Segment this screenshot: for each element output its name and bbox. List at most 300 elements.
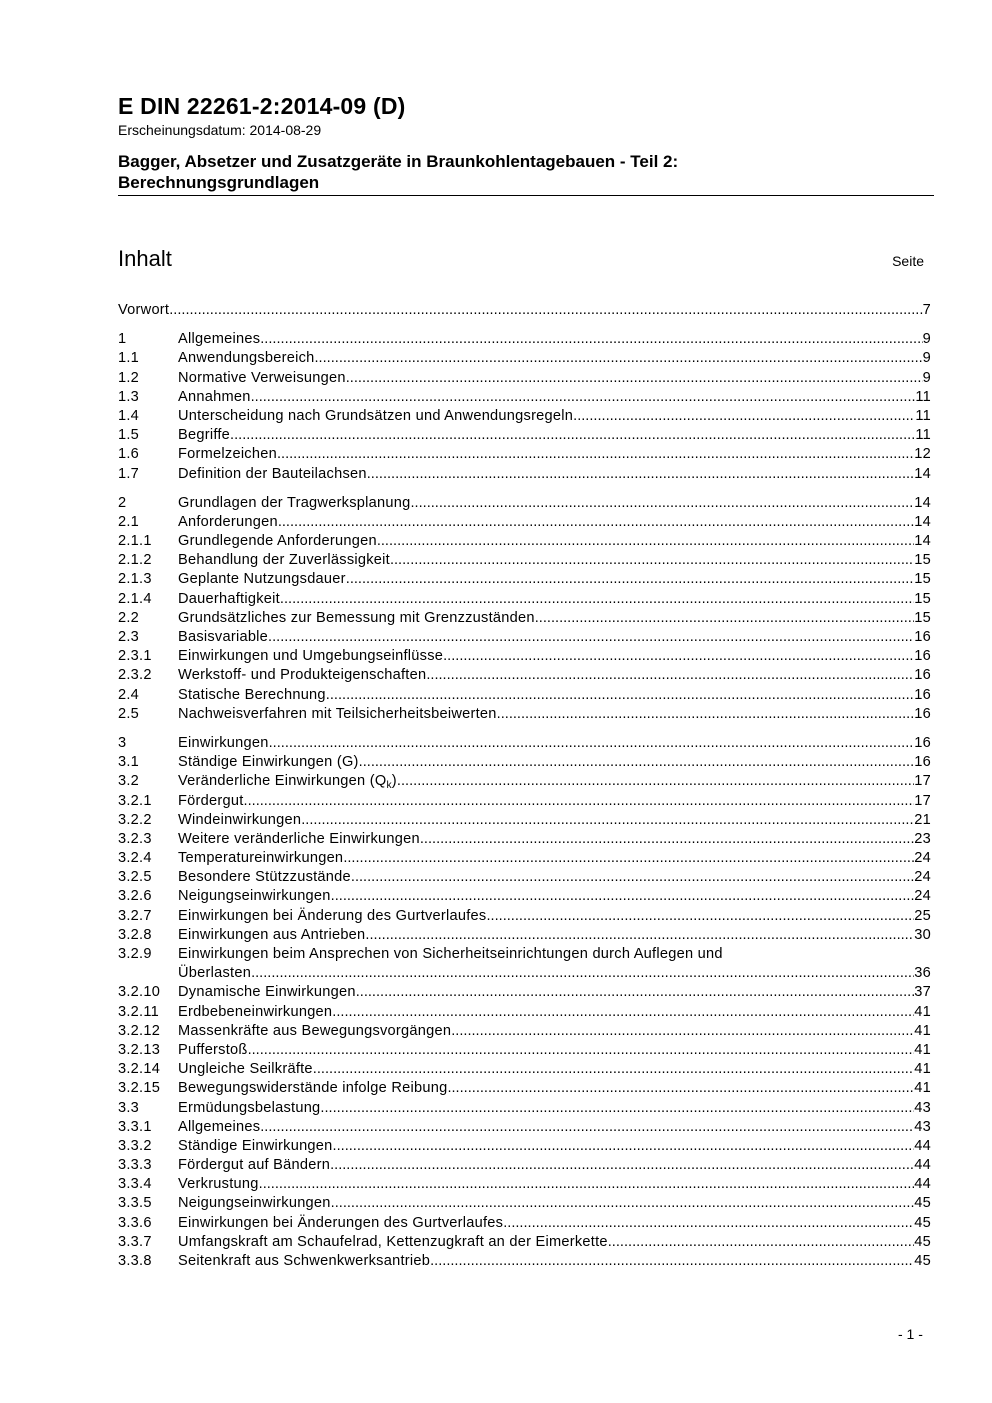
toc-entry-label — [178, 666, 426, 685]
toc-entry-label — [178, 1022, 451, 1041]
toc-entry-label — [178, 494, 410, 513]
toc-leader-dots — [410, 494, 914, 513]
toc-entry[interactable] — [118, 1214, 931, 1233]
toc-entry[interactable] — [118, 388, 931, 407]
toc-entry-label — [178, 945, 723, 964]
toc-entry[interactable] — [118, 426, 931, 445]
toc-entry[interactable] — [118, 811, 931, 830]
toc-heading — [118, 244, 924, 274]
toc-entry-page: 37 — [914, 984, 931, 1001]
toc-entry[interactable] — [118, 513, 931, 532]
toc-entry-number: 2.1 — [118, 513, 140, 530]
toc-entry-label-text: Anwendungsbereich — [178, 350, 315, 367]
toc-entry-number: 2.1.4 — [118, 590, 152, 607]
toc-entry-page: 45 — [914, 1214, 931, 1231]
toc-leader-dots — [248, 1041, 915, 1060]
toc-entry-label-text: Einwirkungen bei Änderungen des Gurtverlaufes — [178, 1214, 504, 1231]
toc-entry-number: 2.1.2 — [118, 552, 152, 569]
toc-entry[interactable] — [118, 983, 931, 1002]
toc-entry-label — [178, 1233, 608, 1252]
toc-entry-page: 45 — [914, 1195, 931, 1212]
toc-leader-dots — [535, 609, 915, 628]
toc-entry-number: 2 — [118, 494, 127, 511]
toc-entry-label — [178, 830, 420, 849]
toc-entry[interactable] — [118, 907, 931, 926]
toc-entry-page: 14 — [914, 494, 931, 511]
toc-entry-number: 2.3 — [118, 629, 140, 645]
toc-entry-label — [178, 330, 260, 349]
toc-entry-label-end: ) — [391, 773, 397, 790]
table-of-contents — [118, 301, 931, 1281]
toc-entry-label-text: Fördergut — [178, 792, 244, 809]
toc-entry-page: 15 — [914, 590, 931, 607]
toc-entry[interactable] — [118, 666, 931, 685]
toc-entry-label-text: Werkstoff- und Produkteigenschaften — [178, 667, 427, 684]
toc-page-column-label: Seite — [892, 253, 924, 269]
toc-entry-page: 14 — [914, 513, 931, 530]
toc-entry-label-text: Einwirkungen aus Antrieben — [178, 926, 366, 943]
toc-entry-number: 3.3.4 — [118, 1176, 152, 1193]
toc-leader-dots — [333, 1137, 915, 1156]
toc-leader-dots — [260, 330, 922, 349]
toc-entry-page: 16 — [914, 705, 931, 722]
toc-entry-label-text: Dauerhaftigkeit — [178, 590, 280, 607]
toc-leader-dots — [367, 465, 915, 484]
toc-entry-label — [178, 369, 346, 388]
toc-entry-number: 3.2.14 — [118, 1061, 161, 1078]
toc-entry-label-text: Verkrustung — [178, 1176, 259, 1193]
toc-leader-dots — [573, 407, 915, 426]
toc-entry[interactable] — [118, 868, 931, 887]
toc-entry-label-text: Seitenkraft aus Schwenkwerksantrieb — [178, 1253, 431, 1269]
toc-entry-label-text: Windeinwirkungen — [178, 811, 302, 828]
toc-entry-page: 16 — [914, 629, 931, 645]
toc-entry[interactable] — [118, 465, 931, 484]
toc-entry-label-text: Geplante Nutzungsdauer — [178, 571, 346, 588]
toc-entry-label-text: Formelzeichen — [178, 446, 277, 463]
toc-leader-dots — [608, 1233, 915, 1252]
toc-entry-label — [178, 513, 278, 532]
toc-leader-dots — [230, 426, 915, 445]
toc-entry-page: 25 — [914, 907, 931, 924]
toc-leader-dots — [244, 792, 915, 811]
toc-entry-page: 44 — [914, 1137, 931, 1154]
toc-entry-number: 2.2 — [118, 609, 140, 626]
toc-entry-number: 1.5 — [118, 427, 140, 444]
toc-entry-label — [178, 570, 346, 589]
toc-leader-dots — [451, 1022, 914, 1041]
toc-leader-dots — [365, 926, 914, 945]
document-id: E DIN 22261-2:2014-09 (D) — [118, 93, 406, 119]
toc-entry-page: 21 — [914, 811, 931, 828]
toc-leader-dots — [351, 868, 914, 887]
toc-entry[interactable] — [118, 792, 931, 811]
toc-entry-label-text: Anforderungen — [178, 513, 278, 530]
toc-group-vorwort — [118, 301, 931, 320]
toc-entry-number: 3.2.3 — [118, 830, 152, 847]
toc-entry-number: 1.7 — [118, 465, 140, 482]
toc-entry-label-text: Erdbebeneinwirkungen — [178, 1003, 333, 1020]
toc-entry[interactable] — [118, 1022, 931, 1041]
toc-entry-number: 3.1 — [118, 754, 140, 771]
toc-entry-label — [178, 964, 251, 983]
document-title-line-1: Bagger, Absetzer und Zusatzgeräte in Braunkohlentagebauen - Teil 2: — [118, 152, 679, 171]
toc-entry-label — [178, 1099, 320, 1118]
toc-entry-label — [178, 686, 326, 705]
toc-leader-dots — [390, 551, 914, 570]
toc-leader-dots — [280, 590, 914, 609]
toc-entry[interactable] — [118, 407, 931, 426]
toc-entry-label — [178, 734, 269, 753]
toc-entry-page: 17 — [914, 792, 931, 809]
toc-entry-label — [178, 426, 230, 445]
toc-group — [118, 494, 931, 724]
toc-entry[interactable] — [118, 647, 931, 666]
toc-leader-dots — [260, 1118, 914, 1137]
toc-entry-label — [178, 868, 351, 887]
toc-leader-dots — [397, 772, 914, 791]
toc-entry-page: 7 — [922, 302, 931, 318]
toc-entry-label-text: Neigungseinwirkungen — [178, 1195, 331, 1212]
toc-leader-dots — [343, 849, 914, 868]
toc-entry-number: 3.2.6 — [118, 888, 152, 905]
toc-entry-label — [178, 1060, 313, 1079]
toc-entry-label-text: Begriffe — [178, 427, 231, 444]
toc-entry-label — [178, 1214, 503, 1233]
toc-group — [118, 330, 931, 484]
toc-entry-label-text: Einwirkungen beim Ansprechen von Sicherheitseinrichtungen durch Auflegen und — [178, 946, 723, 962]
toc-entry-number: 2.3.2 — [118, 667, 152, 684]
toc-entry[interactable] — [118, 686, 931, 705]
toc-entry-label — [178, 609, 535, 628]
toc-entry-label-text: Temperatureinwirkungen — [178, 850, 344, 867]
toc-entry-label: Vorwort — [118, 302, 170, 318]
toc-entry[interactable] — [118, 1156, 931, 1175]
toc-entry-page: 41 — [914, 1041, 931, 1058]
toc-entry-number: 3.2.11 — [118, 1003, 159, 1020]
toc-entry-label — [178, 705, 497, 724]
toc-entry[interactable] — [118, 772, 931, 791]
toc-leader-dots — [277, 445, 914, 464]
toc-entry-number: 3.3.8 — [118, 1253, 152, 1269]
toc-leader-dots — [359, 753, 915, 772]
toc-entry-page: 44 — [914, 1176, 931, 1193]
toc-entry-label — [178, 1041, 248, 1060]
toc-leader-dots — [330, 1156, 914, 1175]
toc-leader-dots — [486, 907, 914, 926]
toc-entry-number: 3.2.4 — [118, 850, 152, 867]
toc-entry-label-text: Statische Berechnung — [178, 686, 326, 703]
toc-entry-page: 9 — [922, 369, 931, 386]
document-header — [118, 92, 934, 196]
toc-entry-label-text: Weitere veränderliche Einwirkungen — [178, 830, 420, 847]
toc-entry[interactable] — [118, 830, 931, 849]
toc-entry-label — [178, 445, 277, 464]
toc-entry-label-text: Umfangskraft am Schaufelrad, Kettenzugkraft an der Eimerkette — [178, 1233, 608, 1250]
toc-entry[interactable] — [118, 551, 931, 570]
toc-leader-dots — [269, 734, 915, 753]
toc-entry-page: 11 — [915, 407, 931, 424]
toc-entry-label — [178, 926, 365, 945]
toc-entry-label — [178, 465, 367, 484]
toc-entry-label-text: Grundsätzliches zur Bemessung mit Grenzzuständen — [178, 609, 535, 626]
toc-entry-number: 3.3.3 — [118, 1157, 152, 1174]
toc-entry-page: 11 — [915, 388, 931, 405]
toc-entry[interactable] — [118, 330, 931, 349]
toc-entry-number: 3.3.6 — [118, 1214, 152, 1231]
toc-entry-label-text: Grundlegende Anforderungen — [178, 533, 377, 550]
toc-entry-number: 3 — [118, 734, 127, 751]
toc-entry-number: 3.2 — [118, 773, 140, 790]
toc-entry-number: 3.3 — [118, 1099, 140, 1116]
toc-entry[interactable] — [118, 590, 931, 609]
toc-entry[interactable] — [118, 532, 931, 551]
toc-entry-label-text: Einwirkungen bei Änderung des Gurtverlaufes — [178, 907, 487, 924]
toc-leader-dots — [430, 1252, 914, 1271]
toc-entry-number: 1.4 — [118, 407, 140, 424]
toc-entry-label-text: Fördergut auf Bändern — [178, 1157, 331, 1174]
toc-entry-page: 16 — [914, 667, 931, 684]
toc-entry[interactable] — [118, 1194, 931, 1213]
toc-entry-page: 16 — [914, 648, 931, 665]
toc-entry-label — [178, 1194, 331, 1213]
toc-entry-number: 2.3.1 — [118, 648, 152, 665]
toc-entry[interactable] — [118, 1137, 931, 1156]
toc-entry[interactable] — [118, 964, 931, 983]
toc-entry[interactable] — [118, 1118, 931, 1137]
toc-leader-dots — [331, 1194, 915, 1213]
toc-entry[interactable] — [118, 628, 931, 647]
toc-entry-page: 11 — [915, 427, 931, 444]
toc-leader-dots — [326, 686, 914, 705]
toc-entry-label — [178, 551, 390, 570]
toc-entry-label-text: Behandlung der Zuverlässigkeit — [178, 552, 390, 569]
toc-entry-number: 1.6 — [118, 446, 140, 463]
toc-leader-dots — [315, 349, 923, 368]
toc-entry-page: 9 — [922, 331, 931, 348]
toc-entry-label-text: Ständige Einwirkungen (G) — [178, 754, 359, 771]
toc-entry-page: 41 — [914, 1080, 931, 1097]
toc-leader-dots — [301, 811, 914, 830]
toc-entry-label-text: Allgemeines — [178, 331, 261, 348]
toc-leader-dots — [268, 628, 914, 647]
toc-entry-number: 3.3.1 — [118, 1118, 152, 1135]
toc-leader-dots — [447, 1079, 914, 1098]
toc-leader-dots — [259, 1175, 915, 1194]
toc-entry-number: 3.3.5 — [118, 1195, 152, 1212]
toc-entry-page: 15 — [914, 609, 931, 626]
toc-entry-label — [178, 983, 356, 1002]
toc-entry-page: 15 — [914, 571, 931, 588]
toc-entry-number: 3.2.7 — [118, 907, 152, 924]
toc-leader-dots — [377, 532, 914, 551]
toc-leader-dots — [420, 830, 914, 849]
toc-entry-label — [178, 1118, 260, 1137]
toc-entry-page: 30 — [914, 926, 931, 943]
toc-entry-label — [178, 1156, 330, 1175]
toc-entry-label-text: Überlasten — [178, 965, 252, 982]
toc-entry-label-text: Grundlagen der Tragwerksplanung — [178, 494, 411, 511]
toc-entry-number: 3.2.13 — [118, 1041, 161, 1058]
toc-entry[interactable] — [118, 945, 931, 964]
toc-entry[interactable] — [118, 609, 931, 628]
toc-entry-label — [178, 887, 331, 906]
toc-entry-label — [178, 1137, 333, 1156]
toc-entry-page: 12 — [914, 446, 931, 463]
toc-entry-page: 44 — [914, 1157, 931, 1174]
toc-leader-dots — [251, 964, 914, 983]
toc-entry-page: 24 — [914, 850, 931, 867]
toc-entry-page: 16 — [914, 754, 931, 771]
toc-entry-label — [178, 811, 301, 830]
document-title-line-2: Berechnungsgrundlagen — [118, 173, 320, 192]
toc-entry-page: 45 — [914, 1253, 931, 1269]
toc-leader-dots — [346, 369, 923, 388]
toc-entry[interactable] — [118, 1175, 931, 1194]
toc-leader-dots — [356, 983, 915, 1002]
toc-entry[interactable] — [118, 1079, 931, 1098]
toc-entry-number: 3.3.2 — [118, 1137, 152, 1154]
toc-entry-page: 41 — [914, 1022, 931, 1039]
toc-group — [118, 734, 931, 1271]
toc-leader-dots — [169, 301, 922, 320]
toc-entry[interactable] — [118, 570, 931, 589]
toc-entry-page: 43 — [914, 1118, 931, 1135]
toc-entry-page: 9 — [922, 350, 931, 367]
toc-entry-number: 3.2.12 — [118, 1022, 161, 1039]
toc-entry-number: 2.1.1 — [118, 533, 152, 550]
toc-entry[interactable] — [118, 349, 931, 368]
toc-entry-label-text: Ungleiche Seilkräfte — [178, 1061, 313, 1078]
toc-entry-number: 1.2 — [118, 369, 140, 386]
toc-entry-label-text: Basisvariable — [178, 629, 269, 645]
toc-entry-number: 3.2.9 — [118, 946, 152, 962]
toc-leader-dots — [331, 887, 915, 906]
toc-entry-label-text: Veränderliche Einwirkungen (Q — [178, 773, 387, 790]
toc-entry-number: 3.2.15 — [118, 1080, 161, 1097]
toc-entry-label — [178, 792, 244, 811]
toc-entry-label-text: Definition der Bauteilachsen — [178, 465, 367, 482]
toc-entry[interactable] — [118, 705, 931, 724]
toc-entry[interactable] — [118, 753, 931, 772]
toc-entry-label — [178, 407, 573, 426]
toc-entry[interactable] — [118, 1233, 931, 1252]
page-number: - 1 - — [898, 1326, 923, 1342]
toc-leader-dots — [426, 666, 914, 685]
document-title — [118, 151, 934, 196]
toc-entry-label-text: Nachweisverfahren mit Teilsicherheitsbeiwerten — [178, 705, 497, 722]
toc-entry-vorwort[interactable] — [118, 301, 931, 320]
toc-entry-label-text: Ständige Einwirkungen — [178, 1137, 333, 1154]
toc-entry-label-text: Unterscheidung nach Grundsätzen und Anwendungsregeln — [178, 407, 574, 424]
toc-entry-number: 2.5 — [118, 705, 140, 722]
toc-entry-label-text: Massenkräfte aus Bewegungsvorgängen — [178, 1022, 452, 1039]
toc-entry-page: 45 — [914, 1233, 931, 1250]
toc-entry[interactable] — [118, 849, 931, 868]
toc-entry-label-text: Bewegungswiderstände infolge Reibung — [178, 1080, 448, 1097]
toc-entry-page: 17 — [914, 773, 931, 790]
toc-leader-dots — [497, 705, 915, 724]
toc-entry-page: 24 — [914, 888, 931, 905]
toc-entry-label — [178, 1079, 447, 1098]
toc-entry[interactable] — [118, 734, 931, 753]
toc-entry-page: 43 — [914, 1099, 931, 1116]
toc-entry-label — [178, 1003, 332, 1022]
toc-entry[interactable] — [118, 1060, 931, 1079]
toc-entry[interactable] — [118, 887, 931, 906]
toc-entry-label — [178, 590, 280, 609]
toc-entry-page: 41 — [914, 1061, 931, 1078]
toc-entry[interactable] — [118, 494, 931, 513]
toc-entry-page: 15 — [914, 552, 931, 569]
toc-leader-dots — [320, 1099, 914, 1118]
toc-entry-label — [178, 1252, 430, 1271]
toc-entry-page: 24 — [914, 869, 931, 886]
toc-entry-number: 3.2.5 — [118, 869, 152, 886]
toc-leader-dots — [503, 1214, 914, 1233]
toc-entry-label-text: Besondere Stützzustände — [178, 869, 351, 886]
toc-entry-number: 3.2.10 — [118, 984, 161, 1001]
toc-entry[interactable] — [118, 1003, 931, 1022]
toc-entry-label-text: Pufferstoß — [178, 1041, 248, 1058]
toc-leader-dots — [313, 1060, 914, 1079]
toc-entry-label-text: Neigungseinwirkungen — [178, 888, 331, 905]
toc-entry-label — [178, 1175, 259, 1194]
toc-entry[interactable] — [118, 369, 931, 388]
publication-date: Erscheinungsdatum: 2014-08-29 — [118, 122, 322, 138]
toc-entry-page: 16 — [914, 734, 931, 751]
toc-entry-label-text: Allgemeines — [178, 1118, 261, 1135]
toc-entry-number: 3.3.7 — [118, 1233, 152, 1250]
toc-entry-number: 1.1 — [118, 350, 140, 367]
toc-entry-label-text: Einwirkungen — [178, 734, 269, 751]
toc-entry-page: 23 — [914, 830, 931, 847]
toc-entry-number: 2.1.3 — [118, 571, 152, 588]
toc-entry-label-text: Einwirkungen und Umgebungseinflüsse — [178, 648, 444, 665]
toc-entry-label-text: Dynamische Einwirkungen — [178, 984, 356, 1001]
toc-entry-label — [178, 647, 443, 666]
toc-entry-label — [178, 532, 377, 551]
toc-entry-page: 36 — [914, 965, 931, 982]
toc-title: Inhalt — [118, 246, 172, 271]
toc-leader-dots — [443, 647, 914, 666]
toc-entry[interactable] — [118, 1041, 931, 1060]
toc-entry-label — [178, 772, 397, 791]
toc-entry-label-text: Annahmen — [178, 388, 251, 405]
toc-entry-label — [178, 349, 315, 368]
toc-entry-label-text: Normative Verweisungen — [178, 369, 346, 386]
toc-leader-dots — [346, 570, 915, 589]
toc-entry-number: 2.4 — [118, 686, 140, 703]
toc-leader-dots — [332, 1003, 914, 1022]
toc-entry-number: 3.2.2 — [118, 811, 152, 828]
toc-entry-page: 41 — [914, 1003, 931, 1020]
toc-entry-label-text: Ermüdungsbelastung — [178, 1099, 321, 1116]
toc-entry[interactable] — [118, 1252, 931, 1271]
toc-entry-page: 16 — [914, 686, 931, 703]
toc-entry-number: 1.3 — [118, 388, 140, 405]
toc-entry-number: 3.2.1 — [118, 792, 152, 809]
toc-entry-number: 3.2.8 — [118, 926, 152, 943]
toc-entry[interactable] — [118, 926, 931, 945]
toc-entry-page: 14 — [914, 465, 931, 482]
toc-leader-dots — [251, 388, 916, 407]
toc-entry[interactable] — [118, 445, 931, 464]
toc-entry-label — [178, 628, 268, 647]
toc-entry[interactable] — [118, 1099, 931, 1118]
toc-entry-page: 14 — [914, 533, 931, 550]
toc-entry-label — [178, 753, 359, 772]
